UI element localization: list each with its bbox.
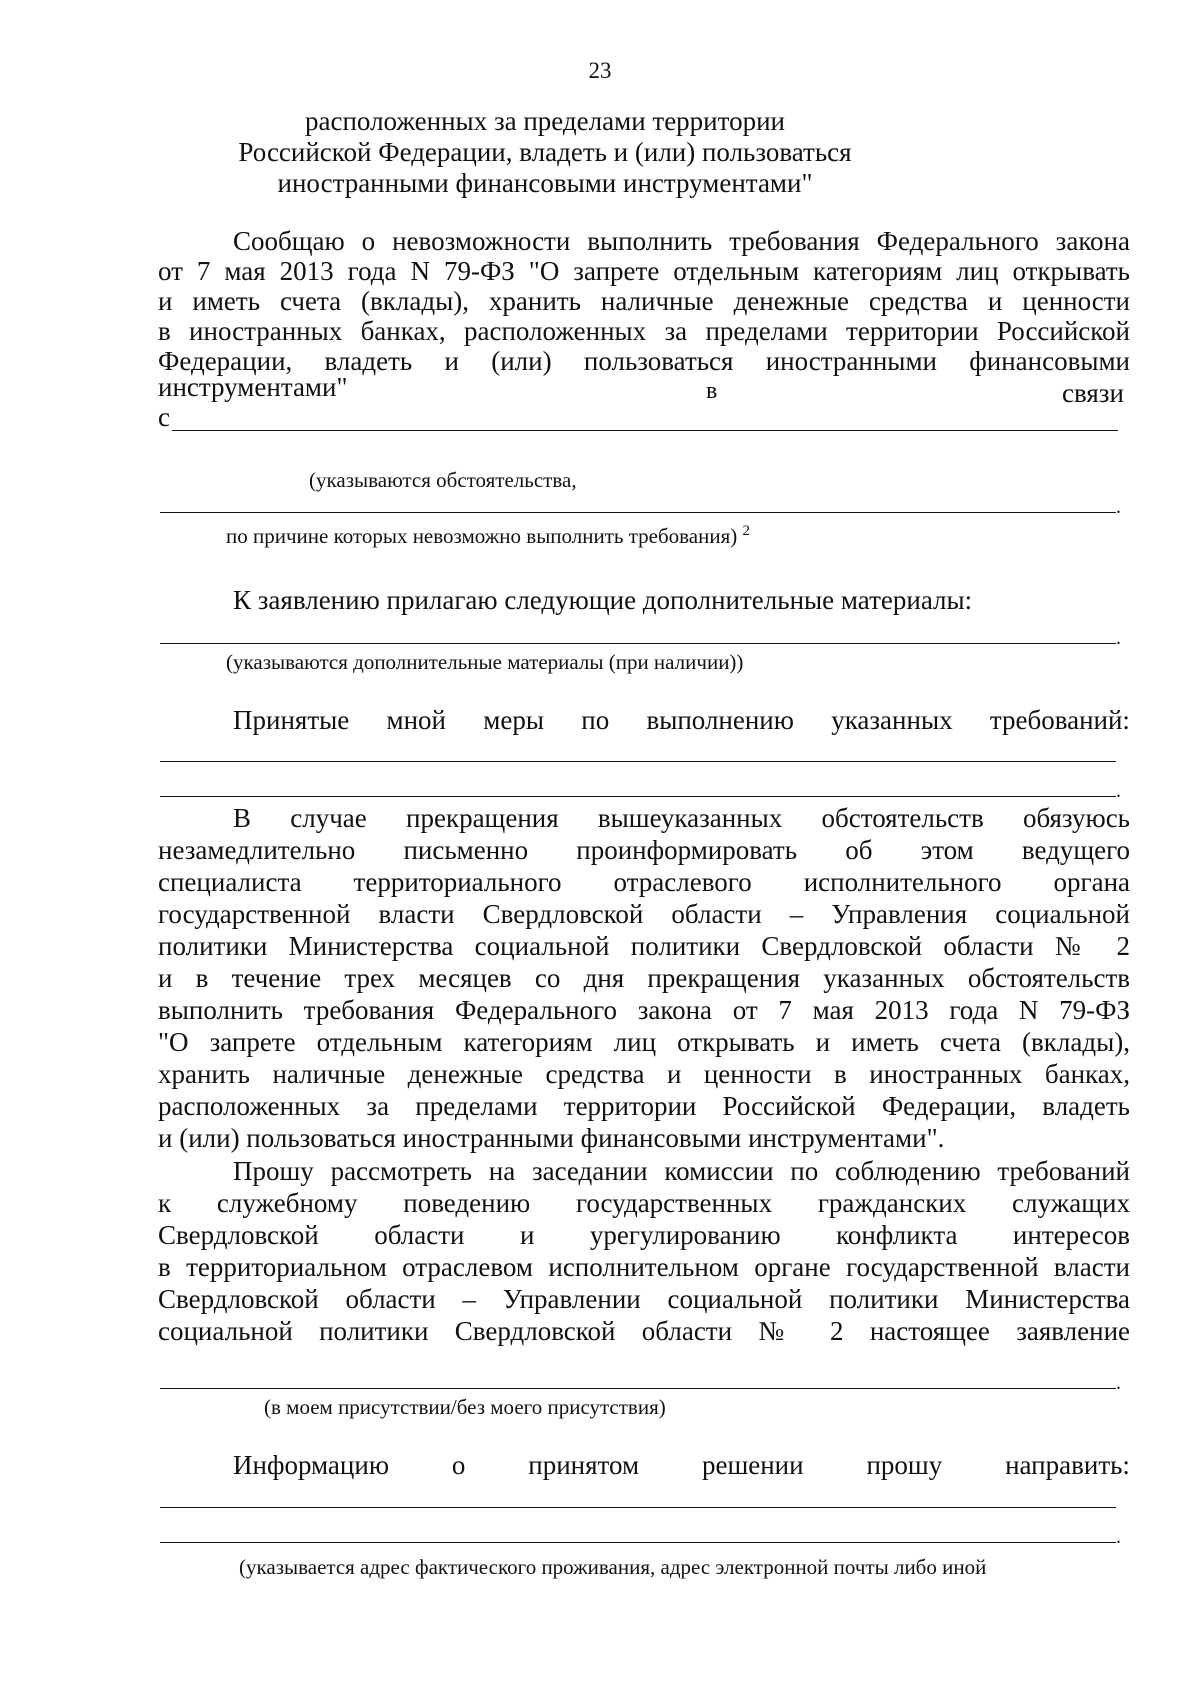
info-line: [233, 1450, 1130, 1481]
para-obligation-line-6: и в течение трех месяцев со дня прекращения указанных обстоятельств: [158, 963, 1130, 993]
para-obligation-line-9: хранить наличные денежные средства и ценности в иностранных банках,: [158, 1059, 1130, 1089]
para-impossible-line-2: от 7 мая 2013 года N 79-ФЗ "О запрете отдельным категориям лиц открывать: [158, 256, 1130, 286]
measures-word: по: [581, 705, 610, 735]
info-word: решении: [701, 1450, 804, 1480]
para-request-line-3: Свердловской области и урегулированию конфликта интересов: [158, 1220, 1130, 1250]
period-mark: .: [1116, 1372, 1121, 1394]
info-word: принятом: [528, 1450, 640, 1480]
para-impossible-line-1: Сообщаю о невозможности выполнить требования Федерального закона: [233, 226, 1130, 256]
para-obligation-line-10: расположенных за пределами территории Российской Федерации, владеть: [158, 1091, 1130, 1121]
period-mark: .: [1116, 780, 1121, 802]
measures-word: выполнению: [646, 705, 794, 735]
measures-word: указанных: [831, 705, 953, 735]
para-request-line-2: к служебному поведению государственных гражданских служащих: [158, 1188, 1130, 1218]
info-word: Информацию: [233, 1450, 389, 1480]
hint-materials: (указываются дополнительные материалы (при наличии)): [226, 650, 744, 674]
para-obligation-line-4: государственной власти Свердловской области – Управления социальной: [158, 899, 1130, 929]
hint-presence: (в моем присутствии/без моего присутствия): [264, 1395, 666, 1419]
footnote-mark: 2: [742, 523, 751, 539]
hint-circumstances-2: [226, 523, 750, 549]
para-request-line-1: Прошу рассмотреть на заседании комиссии по соблюдению требований: [233, 1156, 1130, 1186]
para-request-line-6: социальной политики Свердловской области № 2 настоящее заявление: [158, 1316, 1130, 1346]
blank-line-info-1[interactable]: [160, 1507, 1116, 1508]
para-obligation-line-11: и (или) пользоваться иностранными финансовыми инструментами".: [158, 1123, 945, 1153]
para-obligation-line-7: выполнить требования Федерального закона от 7 мая 2013 года N 79-ФЗ: [158, 995, 1130, 1025]
info-word: направить:: [1005, 1450, 1130, 1480]
para-impossible-line-6b: в: [706, 378, 718, 404]
blank-line-measures-2[interactable]: [160, 796, 1116, 797]
materials-text: К заявлению прилагаю следующие дополнительные материалы:: [233, 585, 973, 615]
measures-line: [233, 705, 1130, 736]
page-number: 23: [588, 58, 612, 83]
period-mark: .: [1116, 627, 1121, 649]
blank-line-circumstances-1[interactable]: [172, 430, 1118, 431]
title-line-2: Российской Федерации, владеть и (или) пользоваться: [238, 137, 852, 167]
measures-word: Принятые: [233, 705, 350, 735]
info-word: о: [451, 1450, 466, 1480]
measures-word: мной: [386, 705, 446, 735]
para-impossible-line-6c: связи: [1062, 378, 1124, 408]
hint-circumstances-2-text: по причине которых невозможно выполнить требования): [226, 524, 738, 548]
para-impossible-line-3: и иметь счета (вклады), хранить наличные денежные средства и ценности: [158, 286, 1130, 316]
para-obligation-line-2: незамедлительно письменно проинформировать об этом ведущего: [158, 835, 1130, 865]
para-impossible-line-7: с: [158, 402, 170, 432]
period-mark: .: [1116, 496, 1121, 518]
para-request-line-4: в территориальном отраслевом исполнительном органе государственной власти: [158, 1252, 1130, 1282]
para-impossible-line-6a: инструментами": [158, 372, 348, 402]
blank-line-presence[interactable]: [160, 1388, 1116, 1389]
title-line-3: иностранными финансовыми инструментами": [277, 168, 813, 198]
title-line-1: расположенных за пределами территории: [305, 106, 785, 136]
para-obligation-line-3: специалиста территориального отраслевого исполнительного органа: [158, 867, 1130, 897]
para-impossible-line-4: в иностранных банках, расположенных за пределами территории Российской: [158, 316, 1130, 346]
blank-line-circumstances-2[interactable]: [160, 512, 1116, 513]
hint-circumstances-1: (указываются обстоятельства,: [309, 468, 577, 492]
period-mark: .: [1116, 1526, 1121, 1548]
blank-line-measures-1[interactable]: [160, 761, 1116, 762]
info-word: прошу: [866, 1450, 943, 1480]
para-obligation-line-8: "О запрете отдельным категориям лиц открывать и иметь счета (вклады),: [158, 1027, 1130, 1057]
measures-word: требований:: [989, 705, 1130, 735]
para-obligation-line-1: В случае прекращения вышеуказанных обстоятельств обязуюсь: [233, 803, 1130, 833]
para-request-line-5: Свердловской области – Управлении социальной политики Министерства: [158, 1284, 1130, 1314]
blank-line-info-2[interactable]: [160, 1542, 1116, 1543]
para-obligation-line-5: политики Министерства социальной политики Свердловской области № 2: [158, 931, 1130, 961]
para-impossible-line-5: Федерации, владеть и (или) пользоваться иностранными финансовыми: [158, 346, 1130, 376]
measures-word: меры: [483, 705, 544, 735]
hint-address: (указывается адрес фактического проживания, адрес электронной почты либо иной: [239, 1555, 987, 1579]
blank-line-materials[interactable]: [160, 643, 1116, 644]
